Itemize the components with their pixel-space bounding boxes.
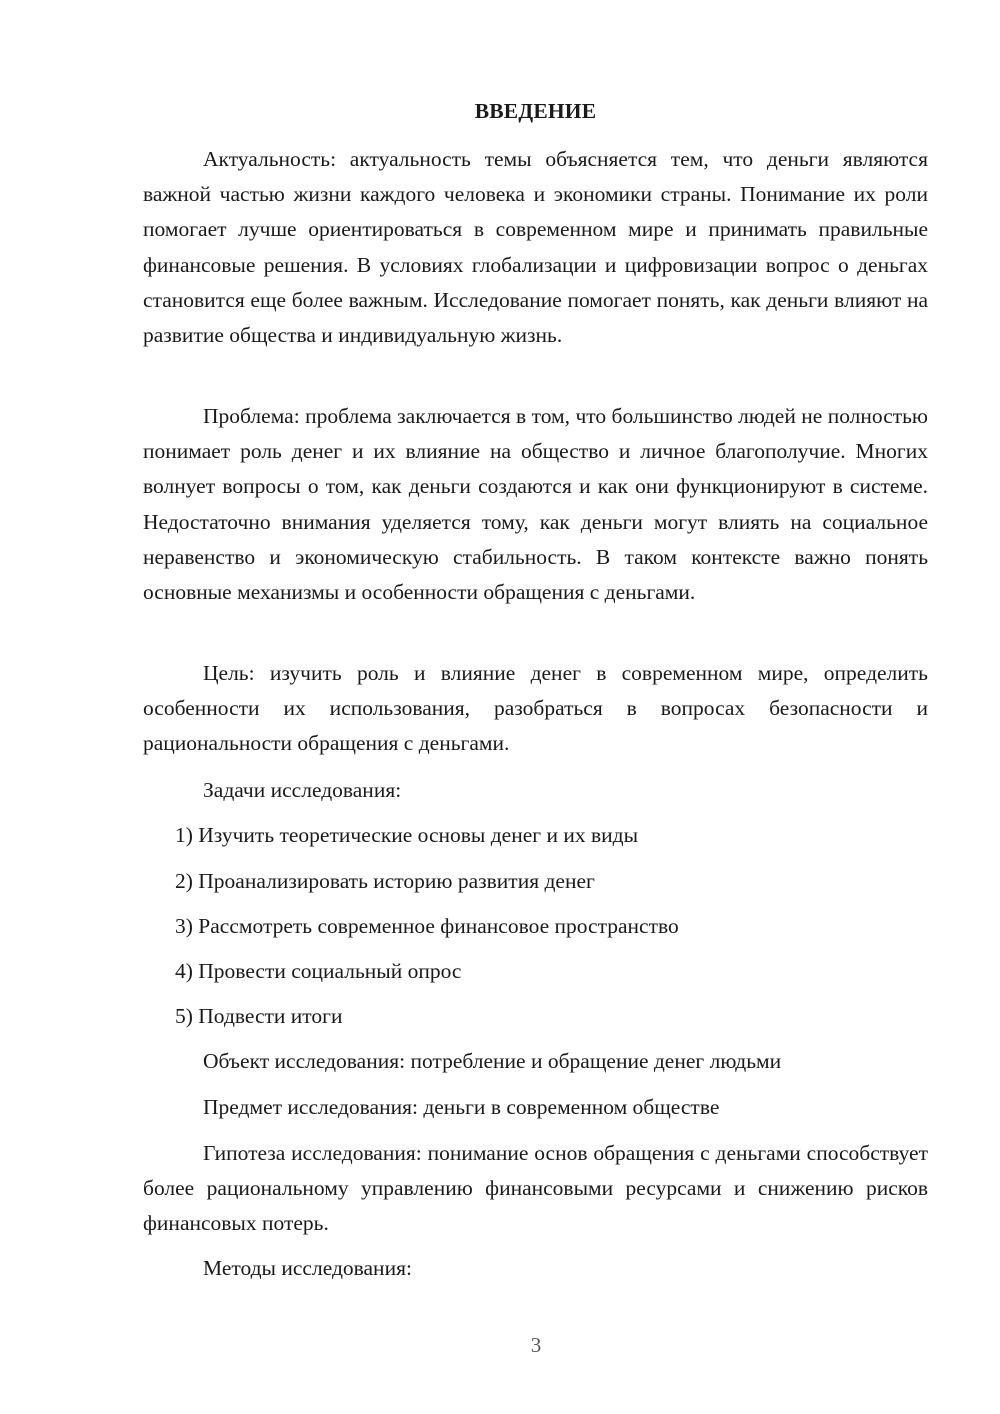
task-item: 1) Изучить теоретические основы денег и их виды: [175, 823, 639, 847]
paragraph-relevance: Актуальность: актуальность темы объясняется тем, что деньги являются важной частью жизни каждого человека и экономики страны. Понимание их роли помогает лучше ориентироваться в современном мире и принимать правильные финансовые решения. В условиях глобализации и цифровизации вопрос о деньгах становится еще более важным. Исследование помогает понять, как деньги влияют на развитие общества и индивидуальную жизнь.: [143, 147, 928, 348]
task-item: 2) Проанализировать историю развития денег: [175, 869, 595, 893]
methods-title: Методы исследования:: [203, 1256, 412, 1280]
task-item: 5) Подвести итоги: [175, 1004, 343, 1028]
paragraph-hypothesis: Гипотеза исследования: понимание основ обращения с деньгами способствует более рациональному управлению финансовыми ресурсами и снижению рисков финансовых потерь.: [143, 1141, 928, 1236]
section-heading: ВВЕДЕНИЕ: [474, 99, 597, 123]
paragraph-object: Объект исследования: потребление и обращение денег людьми: [203, 1049, 782, 1073]
task-item: 3) Рассмотреть современное финансовое пространство: [175, 914, 679, 938]
paragraph-subject: Предмет исследования: деньги в современном обществе: [203, 1095, 720, 1119]
paragraph-goal: Цель: изучить роль и влияние денег в современном мире, определить особенности их использования, разобраться в вопросах безопасности и рациональности обращения с деньгами.: [143, 661, 928, 756]
tasks-title: Задачи исследования:: [203, 778, 402, 802]
page-number: 3: [530, 1333, 542, 1357]
paragraph-problem: Проблема: проблема заключается в том, что большинство людей не полностью понимает роль денег и их влияние на общество и личное благополучие. Многих волнует вопросы о том, как деньги создаются и как они функционируют в системе. Недостаточно внимания уделяется тому, как деньги могут влиять на социальное неравенство и экономическую стабильность. В таком контексте важно понять основные механизмы и особенности обращения с деньгами.: [143, 404, 928, 605]
task-item: 4) Провести социальный опрос: [175, 959, 462, 983]
